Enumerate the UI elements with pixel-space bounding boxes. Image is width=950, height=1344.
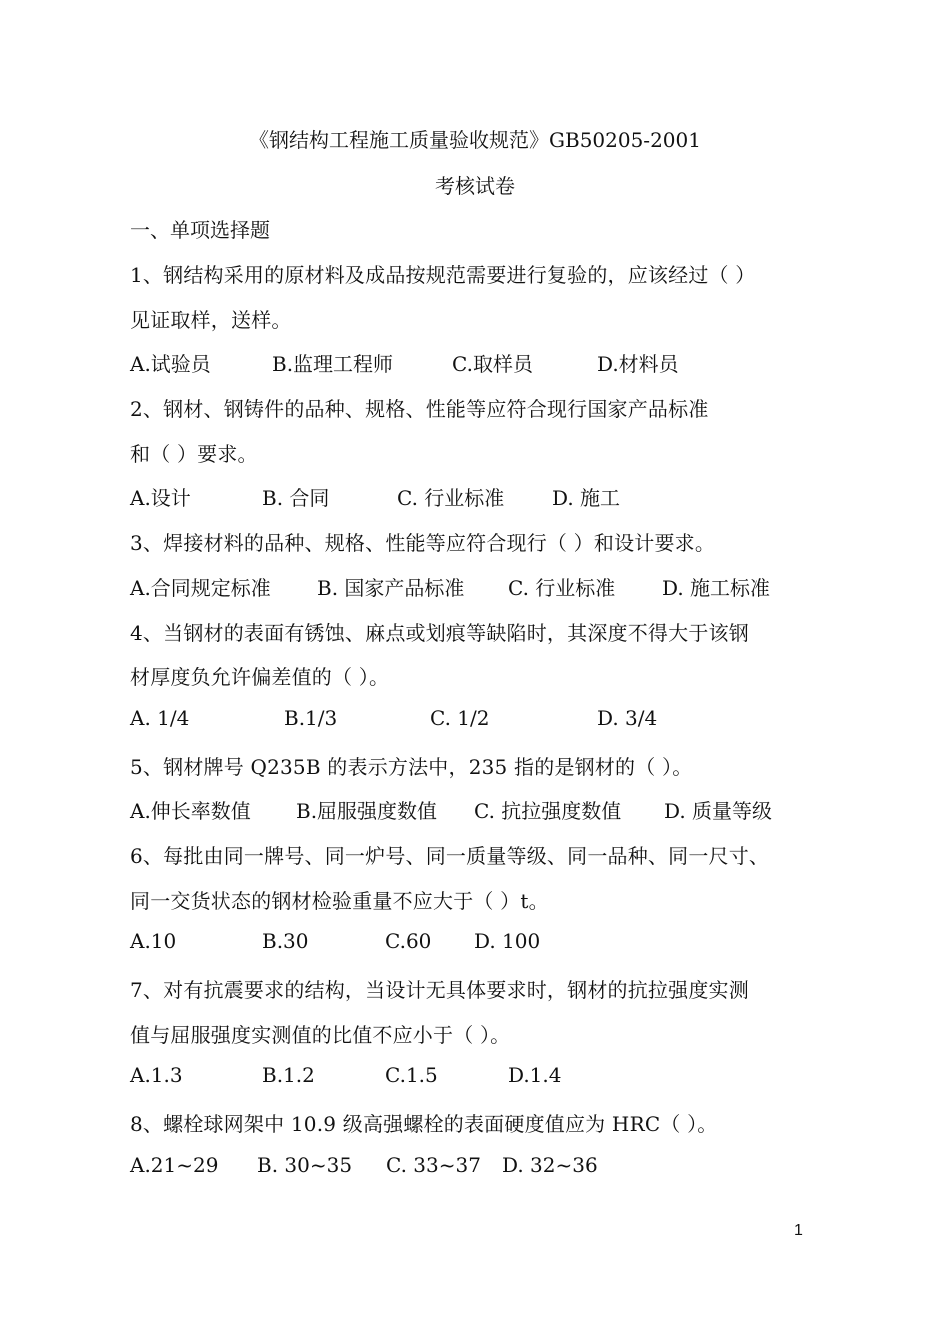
question-7-options bbox=[130, 1063, 830, 1093]
option-b: B. 30~35 bbox=[257, 1153, 353, 1177]
question-3-text: 3、焊接材料的品种、规格、性能等应符合现行（ ）和设计要求。 bbox=[130, 531, 716, 555]
option-a: A.试验员 bbox=[130, 352, 211, 376]
option-b: B. 合同 bbox=[262, 486, 330, 510]
option-c: C. 行业标准 bbox=[508, 576, 616, 600]
option-c: C. 行业标准 bbox=[397, 486, 505, 510]
option-b: B. 国家产品标准 bbox=[317, 576, 465, 600]
option-c: C.取样员 bbox=[452, 352, 533, 376]
question-7-text: 7、对有抗震要求的结构，当设计无具体要求时，钢材的抗拉强度实测 bbox=[130, 978, 749, 1002]
question-4-text-cont: 材厚度负允许偏差值的（ ）。 bbox=[130, 665, 390, 689]
question-7-text-cont: 值与屈服强度实测值的比值不应小于（ ）。 bbox=[130, 1023, 511, 1047]
option-b: B.屈服强度数值 bbox=[296, 799, 438, 823]
option-b: B.1.2 bbox=[262, 1063, 315, 1087]
option-b: B.1/3 bbox=[284, 706, 338, 730]
question-6-text-cont: 同一交货状态的钢材检验重量不应大于（ ）t。 bbox=[130, 889, 549, 913]
option-a: A.伸长率数值 bbox=[130, 799, 251, 823]
option-b: B.监理工程师 bbox=[272, 352, 394, 376]
option-c: C. 1/2 bbox=[430, 706, 490, 730]
option-c: C. 抗拉强度数值 bbox=[474, 799, 622, 823]
option-c: C. 33~37 bbox=[386, 1153, 481, 1177]
option-a: A.1.3 bbox=[130, 1063, 183, 1087]
question-2-text-cont: 和（ ）要求。 bbox=[130, 442, 258, 466]
option-b: B.30 bbox=[262, 929, 309, 953]
option-d: D. 施工 bbox=[552, 486, 621, 510]
option-a: A.合同规定标准 bbox=[130, 576, 271, 600]
document-subtitle: 考核试卷 bbox=[435, 174, 515, 198]
option-c: C.60 bbox=[385, 929, 432, 953]
option-d: D. 质量等级 bbox=[664, 799, 773, 823]
document-title: 《钢结构工程施工质量验收规范》GB50205-2001 bbox=[249, 128, 701, 152]
question-5-text: 5、钢材牌号 Q235B 的表示方法中，235 指的是钢材的（ ）。 bbox=[130, 755, 693, 779]
question-3-options bbox=[130, 572, 830, 602]
question-8-options bbox=[130, 1153, 830, 1183]
question-1-text-cont: 见证取样，送样。 bbox=[130, 308, 292, 332]
question-6-text: 6、每批由同一牌号、同一炉号、同一质量等级、同一品种、同一尺寸、 bbox=[130, 844, 770, 868]
option-d: D.1.4 bbox=[508, 1063, 562, 1087]
option-c: C.1.5 bbox=[385, 1063, 438, 1087]
section-heading: 一、单项选择题 bbox=[130, 218, 270, 242]
question-8-text: 8、螺栓球网架中 10.9 级高强螺栓的表面硬度值应为 HRC（ ）。 bbox=[130, 1112, 718, 1136]
option-d: D. 3/4 bbox=[597, 706, 658, 730]
option-a: A.10 bbox=[130, 929, 177, 953]
question-6-options bbox=[130, 929, 830, 959]
option-a: A.设计 bbox=[130, 486, 191, 510]
question-4-options bbox=[130, 706, 830, 736]
question-4-text: 4、当钢材的表面有锈蚀、麻点或划痕等缺陷时，其深度不得大于该钢 bbox=[130, 621, 749, 645]
question-5-options bbox=[130, 795, 830, 825]
page-number: 1 bbox=[794, 1222, 803, 1239]
option-a: A.21~29 bbox=[130, 1153, 219, 1177]
option-d: D. 100 bbox=[474, 929, 541, 953]
option-d: D. 32~36 bbox=[502, 1153, 598, 1177]
question-2-text: 2、钢材、钢铸件的品种、规格、性能等应符合现行国家产品标准 bbox=[130, 397, 709, 421]
question-2-options bbox=[130, 482, 830, 512]
option-d: D. 施工标准 bbox=[662, 576, 771, 600]
question-1-text: 1、钢结构采用的原材料及成品按规范需要进行复验的，应该经过（ ） bbox=[130, 263, 756, 287]
option-a: A. 1/4 bbox=[130, 706, 190, 730]
question-1-options bbox=[130, 348, 830, 378]
option-d: D.材料员 bbox=[597, 352, 679, 376]
